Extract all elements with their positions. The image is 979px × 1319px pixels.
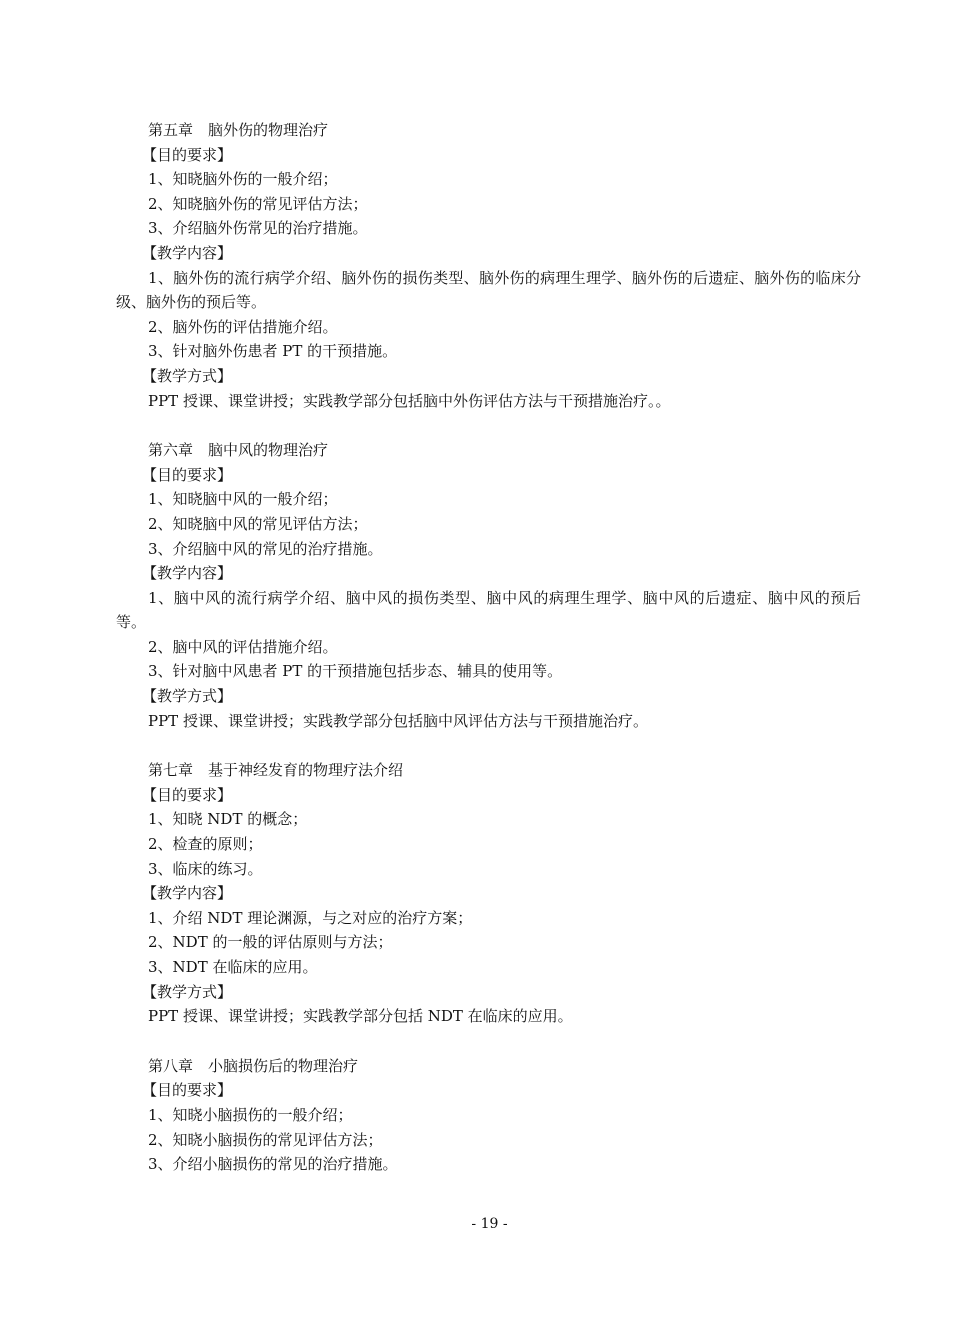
chapter-5: [116, 118, 866, 413]
objective-item: 1、知晓小脑损伤的一般介绍；: [148, 1105, 353, 1124]
objective-item: 1、知晓 NDT 的概念；: [148, 810, 308, 829]
objective-item: 2、知晓脑外伤的常见评估方法；: [148, 194, 368, 213]
method-heading: 【教学方式】: [142, 982, 233, 1001]
content-heading: 【教学内容】: [142, 564, 233, 583]
content-item: 3、针对脑外伤患者 PT 的干预措施。: [148, 342, 398, 361]
method-text: PPT 授课、课堂讲授；实践教学部分包括 NDT 在临床的应用。: [148, 1007, 573, 1026]
objective-item: 3、介绍脑中风的常见的治疗措施。: [148, 539, 383, 558]
objective-item: 3、临床的练习。: [148, 859, 263, 878]
content-item: 1、脑中风的流行病学介绍、脑中风的损伤类型、脑中风的病理生理学、脑中风的后遗症、脑中风的预后等。: [116, 588, 861, 632]
content-heading: 【教学内容】: [142, 243, 233, 262]
content-item: 1、脑外伤的流行病学介绍、脑外伤的损伤类型、脑外伤的病理生理学、脑外伤的后遗症、脑外伤的临床分级、脑外伤的预后等。: [116, 268, 861, 312]
chapter-7: [116, 758, 866, 1029]
objective-heading: 【目的要求】: [142, 465, 233, 484]
objective-item: 1、知晓脑外伤的一般介绍；: [148, 170, 338, 189]
section-gap: [116, 733, 866, 758]
content-item: 2、脑中风的评估措施介绍。: [148, 637, 338, 656]
objective-item: 2、检查的原则；: [148, 835, 263, 854]
page-content: [116, 118, 866, 1177]
content-item: 2、NDT 的一般的评估原则与方法；: [148, 933, 393, 952]
chapter-title: 第七章 基于神经发育的物理疗法介绍: [148, 761, 404, 780]
objective-item: 2、知晓小脑损伤的常见评估方法；: [148, 1130, 383, 1149]
objective-heading: 【目的要求】: [142, 1081, 233, 1100]
method-heading: 【教学方式】: [142, 366, 233, 385]
method-text: PPT 授课、课堂讲授；实践教学部分包括脑中风评估方法与干预措施治疗。: [148, 711, 648, 730]
content-item: 3、NDT 在临床的应用。: [148, 958, 318, 976]
content-item: 2、脑外伤的评估措施介绍。: [148, 317, 338, 336]
page-number: - 19 -: [471, 1216, 508, 1232]
chapter-title: 第五章 脑外伤的物理治疗: [148, 121, 329, 139]
method-heading: 【教学方式】: [142, 687, 233, 706]
objective-item: 3、介绍脑外伤常见的治疗措施。: [148, 219, 368, 238]
objective-item: 2、知晓脑中风的常见评估方法；: [148, 514, 368, 533]
objective-item: 1、知晓脑中风的一般介绍；: [148, 490, 338, 509]
section-gap: [116, 413, 866, 438]
chapter-title: 第六章 脑中风的物理治疗: [148, 441, 329, 460]
section-gap: [116, 1029, 866, 1054]
chapter-8: [116, 1054, 866, 1177]
objective-heading: 【目的要求】: [142, 785, 233, 804]
content-item: 3、针对脑中风患者 PT 的干预措施包括步态、辅具的使用等。: [148, 662, 563, 681]
objective-item: 3、介绍小脑损伤的常见的治疗措施。: [148, 1155, 398, 1174]
chapter-6: [116, 438, 866, 733]
objective-heading: 【目的要求】: [142, 145, 233, 164]
content-item: 1、介绍 NDT 理论渊源，与之对应的治疗方案；: [148, 908, 473, 927]
method-text: PPT 授课、课堂讲授；实践教学部分包括脑中外伤评估方法与干预措施治疗。。: [148, 391, 671, 410]
chapter-title: 第八章 小脑损伤后的物理治疗: [148, 1056, 359, 1075]
content-heading: 【教学内容】: [142, 884, 233, 903]
